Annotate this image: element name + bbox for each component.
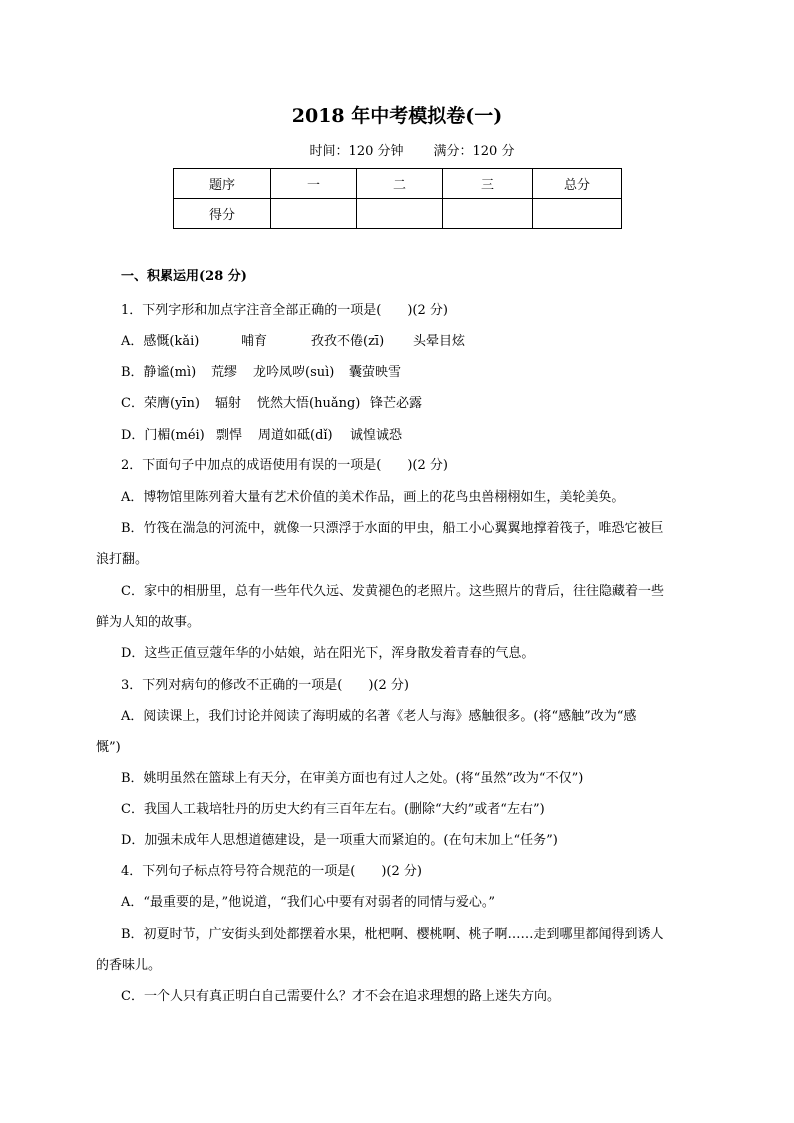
- question-1-option-a: A．感慨(kǎi) 哺育 孜孜不倦(zī) 头晕目炫: [121, 334, 466, 349]
- question-1-option-c: C．荣膺(yīn) 辐射 恍然大悟(huǎng) 锋芒必露: [121, 396, 423, 411]
- section-heading: 一、积累运用(28 分): [121, 269, 247, 284]
- header-cell-order: 题序: [174, 169, 271, 199]
- score-table-score-row: [174, 199, 622, 229]
- score-row-label: 得分: [174, 199, 271, 229]
- exam-time: 时间：120 分钟: [309, 144, 404, 159]
- header-cell-part3: 三: [443, 169, 533, 199]
- question-4-option-b-line1: B．初夏时节，广安街头到处都摆着水果，枇杷啊、樱桃啊、桃子啊……走到哪里都闻得到诱人: [121, 927, 664, 942]
- question-1-option-d: D．门楣(méi) 剽悍 周道如砥(dǐ) 诚惶诚恐: [121, 428, 403, 443]
- question-4-option-c: C．一个人只有真正明白自己需要什么？才不会在追求理想的路上迷失方向。: [121, 989, 560, 1004]
- question-2-option-a: A．博物馆里陈列着大量有艺术价值的美术作品，画上的花鸟虫兽栩栩如生，美轮美奂。: [121, 490, 625, 505]
- score-cell-part3[interactable]: [443, 199, 533, 229]
- exam-title: 2018 年中考模拟卷(一): [291, 105, 503, 127]
- exam-info: [0, 142, 794, 162]
- question-3-option-b: B．姚明虽然在篮球上有天分，在审美方面也有过人之处。(将“虽然”改为“不仅”): [121, 771, 584, 786]
- question-4-option-b-line2: 的香味儿。: [96, 958, 162, 973]
- header-cell-part1: 一: [271, 169, 357, 199]
- question-3-stem: 3．下列对病句的修改不正确的一项是( )(2 分): [121, 678, 409, 693]
- question-2-option-c-line1: C．家中的相册里，总有一些年代久远、发黄褪色的老照片。这些照片的背后，往往隐藏着一些: [121, 584, 664, 599]
- score-cell-total[interactable]: [533, 199, 622, 229]
- question-2-option-b-line2: 浪打翻。: [96, 552, 149, 567]
- question-1-stem: 1．下列字形和加点字注音全部正确的一项是( )(2 分): [121, 303, 448, 318]
- question-2-option-b-line1: B．竹筏在湍急的河流中，就像一只漂浮于水面的甲虫，船工小心翼翼地撑着筏子，唯恐它被巨: [121, 521, 664, 536]
- question-3-option-a-line1: A．阅读课上，我们讨论并阅读了海明威的名著《老人与海》感触很多。(将“感触”改为“感: [121, 709, 637, 724]
- question-2-option-c-line2: 鲜为人知的故事。: [96, 615, 201, 630]
- score-table-header-row: [174, 169, 622, 199]
- question-2-stem: 2．下面句子中加点的成语使用有误的一项是( )(2 分): [121, 458, 448, 473]
- question-3-option-c: C．我国人工栽培牡丹的历史大约有三百年左右。(删除“大约”或者“左右”): [121, 802, 545, 817]
- score-cell-part1[interactable]: [271, 199, 357, 229]
- question-1-option-b: B．静谧(mì) 荒缪 龙吟凤哕(suì) 囊萤映雪: [121, 365, 402, 380]
- score-cell-part2[interactable]: [357, 199, 443, 229]
- question-3-option-a-line2: 慨”): [96, 740, 121, 755]
- question-4-stem: 4．下列句子标点符号符合规范的一项是( )(2 分): [121, 864, 422, 879]
- question-3-option-d: D．加强未成年人思想道德建设，是一项重大而紧迫的。(在句末加上“任务”): [121, 833, 558, 848]
- header-cell-total: 总分: [533, 169, 622, 199]
- score-table: [173, 168, 622, 229]
- question-2-option-d: D．这些正值豆蔻年华的小姑娘，站在阳光下，浑身散发着青春的气息。: [121, 646, 535, 661]
- exam-full-score: 满分：120 分: [433, 144, 515, 159]
- header-cell-part2: 二: [357, 169, 443, 199]
- question-4-option-a: A．“最重要的是，”他说道，“我们心中要有对弱者的同情与爱心。”: [121, 895, 495, 910]
